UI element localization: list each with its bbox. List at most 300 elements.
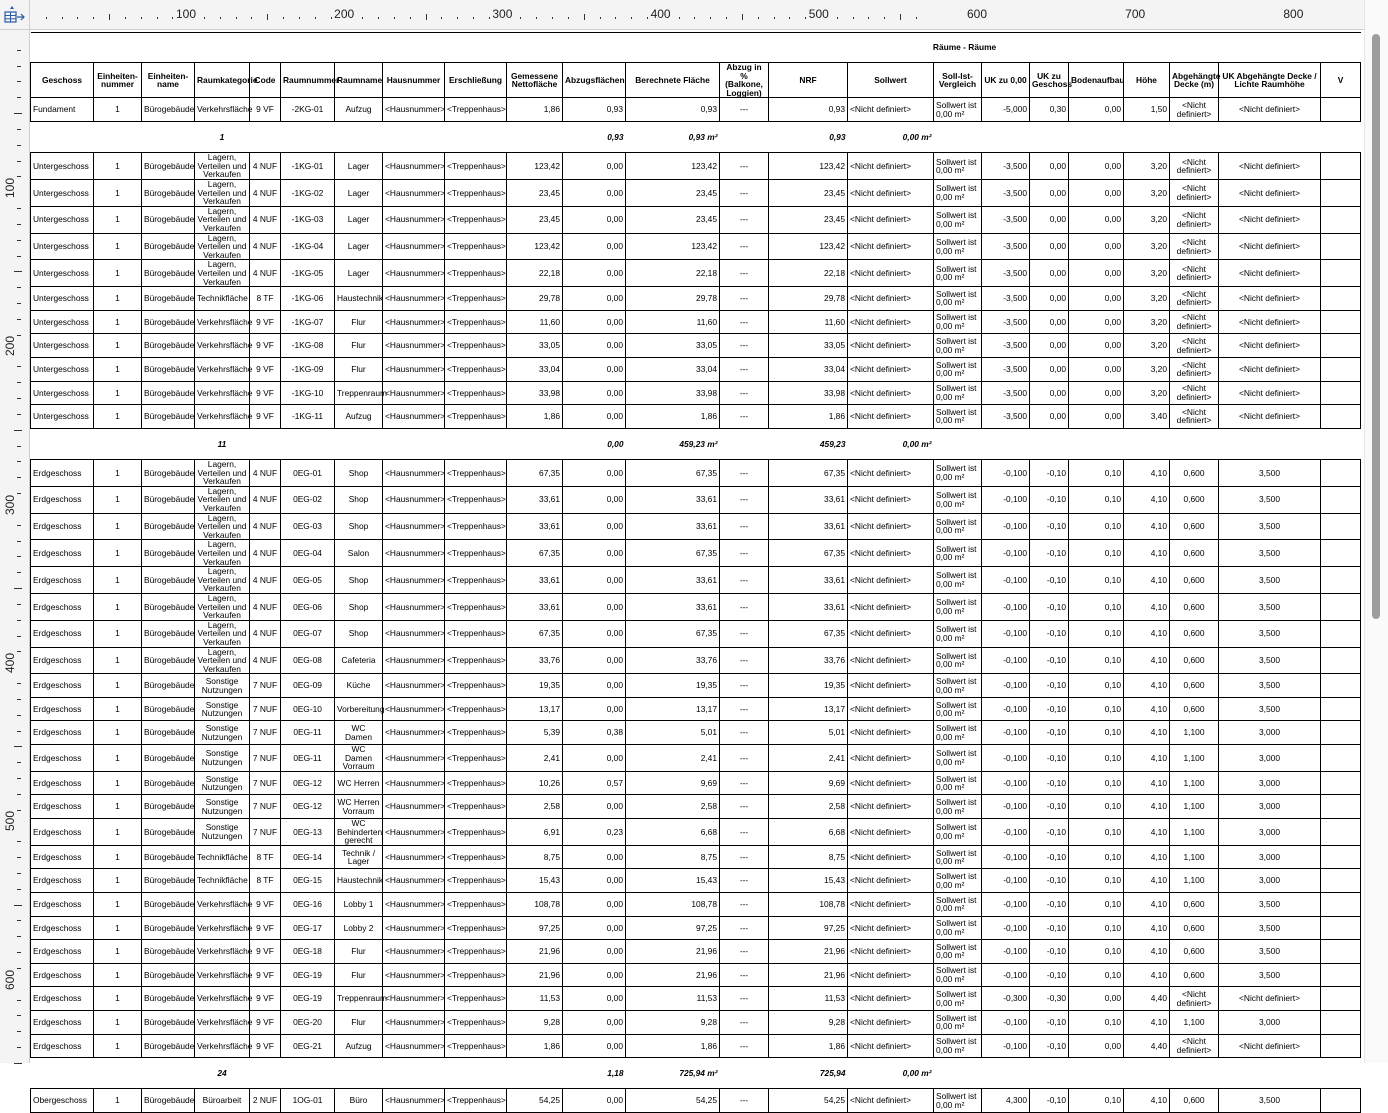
table-cell[interactable]: Untergeschoss [31,260,94,287]
table-cell[interactable]: Erdgeschoss [31,845,94,869]
table-cell[interactable]: Erdgeschoss [31,620,94,647]
table-row[interactable] [31,460,1361,487]
table-cell[interactable]: 10,26 [507,771,563,795]
table-cell[interactable] [1321,1010,1361,1034]
table-cell[interactable]: 0,00 [1030,310,1069,334]
table-cell[interactable]: Sollwert ist 0,00 m² [934,647,982,674]
table-cell[interactable]: <Hausnummer> [383,697,445,721]
table-cell[interactable]: 67,35 [769,620,848,647]
table-cell[interactable]: Erdgeschoss [31,745,94,772]
table-cell[interactable]: <Treppenhaus> [445,334,507,358]
table-cell[interactable]: Sollwert ist 0,00 m² [934,893,982,917]
table-cell[interactable]: <Treppenhaus> [445,893,507,917]
table-cell[interactable]: 7 NUF [250,674,281,698]
table-cell[interactable]: 0,10 [1069,1010,1124,1034]
table-cell[interactable]: 0,00 [563,233,626,260]
table-cell[interactable]: 4,10 [1124,745,1170,772]
table-cell[interactable]: Sollwert ist 0,00 m² [934,310,982,334]
table-cell[interactable]: 4,10 [1124,540,1170,567]
table-cell[interactable]: Erdgeschoss [31,593,94,620]
table-cell[interactable]: 0,00 [1069,357,1124,381]
table-cell[interactable]: 8 TF [250,845,281,869]
table-cell[interactable]: --- [720,893,769,917]
table-cell[interactable]: Bürogebäude [142,206,195,233]
table-cell[interactable]: <Hausnummer> [383,206,445,233]
table-row[interactable] [31,940,1361,964]
table-cell[interactable]: <Treppenhaus> [445,381,507,405]
table-cell[interactable]: 21,96 [769,940,848,964]
table-cell[interactable]: Sollwert ist 0,00 m² [934,180,982,207]
table-cell[interactable]: 1 [94,567,142,594]
table-cell[interactable]: <Hausnummer> [383,745,445,772]
table-cell[interactable]: 22,18 [769,260,848,287]
table-cell[interactable]: <Nicht definiert> [848,260,934,287]
table-cell[interactable]: 1 [94,180,142,207]
table-cell[interactable]: <Nicht definiert> [848,357,934,381]
table-cell[interactable]: 0,600 [1170,697,1219,721]
table-cell[interactable]: --- [720,845,769,869]
table-cell[interactable]: 0,00 [563,460,626,487]
table-cell[interactable]: <Nicht definiert> [848,697,934,721]
table-cell[interactable]: 1,86 [507,98,563,122]
table-row[interactable] [31,233,1361,260]
table-row[interactable] [31,593,1361,620]
table-cell[interactable]: 0,600 [1170,620,1219,647]
table-cell[interactable]: 0,10 [1069,460,1124,487]
table-cell[interactable]: 1,100 [1170,795,1219,819]
table-cell[interactable]: <Treppenhaus> [445,460,507,487]
table-cell[interactable]: 23,45 [769,180,848,207]
table-cell[interactable]: Sollwert ist 0,00 m² [934,486,982,513]
table-cell[interactable]: 0,00 [1030,180,1069,207]
table-cell[interactable]: -0,10 [1030,869,1069,893]
table-cell[interactable]: -3,500 [982,260,1030,287]
table-cell[interactable]: <Hausnummer> [383,1089,445,1113]
table-cell[interactable]: 1 [94,845,142,869]
table-row[interactable] [31,869,1361,893]
table-cell[interactable]: 4,10 [1124,795,1170,819]
table-cell[interactable]: <Hausnummer> [383,987,445,1011]
table-cell[interactable]: 1 [94,460,142,487]
table-cell[interactable]: 7 NUF [250,697,281,721]
table-cell[interactable]: <Treppenhaus> [445,620,507,647]
table-cell[interactable]: -0,100 [982,620,1030,647]
table-cell[interactable]: 4,10 [1124,845,1170,869]
table-cell[interactable]: 23,45 [507,180,563,207]
table-cell[interactable]: Erdgeschoss [31,721,94,745]
table-cell[interactable]: 0,600 [1170,460,1219,487]
table-cell[interactable]: <Nicht definiert> [1170,1034,1219,1058]
table-cell[interactable]: 1 [94,381,142,405]
table-cell[interactable]: <Nicht definiert> [1170,405,1219,429]
table-cell[interactable]: 1 [94,647,142,674]
table-cell[interactable]: 0EG-11 [281,721,335,745]
table-cell[interactable]: <Nicht definiert> [848,1034,934,1058]
table-cell[interactable]: --- [720,987,769,1011]
table-cell[interactable]: Verkehrsfläche [195,357,250,381]
table-cell[interactable]: <Treppenhaus> [445,287,507,311]
table-cell[interactable]: <Hausnummer> [383,593,445,620]
table-cell[interactable]: <Nicht definiert> [848,513,934,540]
table-cell[interactable]: -3,500 [982,381,1030,405]
table-cell[interactable]: <Hausnummer> [383,357,445,381]
table-cell[interactable]: 4,10 [1124,460,1170,487]
table-cell[interactable]: Sollwert ist 0,00 m² [934,206,982,233]
table-cell[interactable]: 67,35 [626,620,720,647]
table-row[interactable] [31,1010,1361,1034]
table-cell[interactable]: 1 [94,697,142,721]
table-cell[interactable]: 0,10 [1069,567,1124,594]
table-cell[interactable]: 2,58 [769,795,848,819]
table-cell[interactable]: --- [720,460,769,487]
table-cell[interactable] [1321,697,1361,721]
column-header[interactable]: Bodenaufbau [1069,63,1124,98]
table-cell[interactable]: <Treppenhaus> [445,405,507,429]
table-cell[interactable]: Sollwert ist 0,00 m² [934,460,982,487]
table-cell[interactable]: 0,00 [563,745,626,772]
table-cell[interactable]: 1 [94,916,142,940]
table-cell[interactable]: 7 NUF [250,745,281,772]
table-row[interactable] [31,357,1361,381]
table-cell[interactable]: <Treppenhaus> [445,567,507,594]
table-cell[interactable]: --- [720,1034,769,1058]
table-cell[interactable]: Bürogebäude [142,460,195,487]
table-cell[interactable]: 4 NUF [250,567,281,594]
table-cell[interactable]: 0,93 [626,98,720,122]
table-cell[interactable]: 0EG-13 [281,819,335,846]
table-cell[interactable]: 0,00 [1030,260,1069,287]
table-cell[interactable]: 0,10 [1069,513,1124,540]
table-cell[interactable]: 4,10 [1124,1010,1170,1034]
table-cell[interactable]: 33,61 [626,593,720,620]
table-cell[interactable]: -0,10 [1030,513,1069,540]
table-cell[interactable]: 4,10 [1124,647,1170,674]
table-cell[interactable]: Bürogebäude [142,674,195,698]
table-cell[interactable]: <Nicht definiert> [1170,153,1219,180]
table-cell[interactable]: 8,75 [769,845,848,869]
table-cell[interactable]: Erdgeschoss [31,647,94,674]
table-cell[interactable]: Sollwert ist 0,00 m² [934,1089,982,1113]
table-cell[interactable]: <Hausnummer> [383,869,445,893]
table-cell[interactable]: Verkehrsfläche [195,310,250,334]
table-cell[interactable]: <Nicht definiert> [1219,287,1321,311]
table-cell[interactable]: 0,600 [1170,963,1219,987]
table-cell[interactable]: Erdgeschoss [31,963,94,987]
table-cell[interactable]: 9 VF [250,405,281,429]
table-row[interactable] [31,567,1361,594]
table-cell[interactable]: -1KG-02 [281,180,335,207]
column-header[interactable]: Geschoss [31,63,94,98]
table-row[interactable] [31,795,1361,819]
table-cell[interactable]: -0,10 [1030,540,1069,567]
table-cell[interactable]: Untergeschoss [31,310,94,334]
table-cell[interactable]: Verkehrsfläche [195,940,250,964]
table-cell[interactable]: Erdgeschoss [31,460,94,487]
table-cell[interactable]: -0,100 [982,567,1030,594]
table-cell[interactable]: 9 VF [250,1034,281,1058]
table-cell[interactable]: 0,00 [563,869,626,893]
table-cell[interactable]: --- [720,513,769,540]
table-cell[interactable]: 1,100 [1170,869,1219,893]
table-row[interactable] [31,893,1361,917]
table-cell[interactable]: <Nicht definiert> [848,1010,934,1034]
table-cell[interactable]: --- [720,357,769,381]
table-cell[interactable]: <Nicht definiert> [1170,381,1219,405]
table-cell[interactable]: Erdgeschoss [31,987,94,1011]
table-cell[interactable] [1321,567,1361,594]
table-cell[interactable]: 0,00 [1069,381,1124,405]
table-cell[interactable]: -0,100 [982,916,1030,940]
table-cell[interactable]: 0,00 [563,845,626,869]
table-cell[interactable]: Erdgeschoss [31,674,94,698]
table-cell[interactable]: 0,23 [563,819,626,846]
table-cell[interactable]: 0,10 [1069,963,1124,987]
table-cell[interactable]: Sollwert ist 0,00 m² [934,771,982,795]
table-cell[interactable]: Bürogebäude [142,893,195,917]
table-cell[interactable]: 4,10 [1124,940,1170,964]
table-cell[interactable]: -0,10 [1030,771,1069,795]
table-cell[interactable]: --- [720,486,769,513]
table-cell[interactable]: Shop [335,513,383,540]
table-cell[interactable]: -3,500 [982,334,1030,358]
table-cell[interactable]: 33,76 [507,647,563,674]
table-row[interactable] [31,513,1361,540]
column-header[interactable]: Raumname [335,63,383,98]
table-cell[interactable] [1321,940,1361,964]
table-cell[interactable]: Sollwert ist 0,00 m² [934,381,982,405]
table-cell[interactable]: 54,25 [507,1089,563,1113]
table-cell[interactable]: 0,00 [1030,334,1069,358]
table-cell[interactable]: 3,500 [1219,893,1321,917]
table-cell[interactable]: <Nicht definiert> [1170,206,1219,233]
table-cell[interactable]: Sollwert ist 0,00 m² [934,513,982,540]
table-row[interactable] [31,334,1361,358]
table-cell[interactable]: 3,500 [1219,620,1321,647]
table-cell[interactable]: 9 VF [250,916,281,940]
table-cell[interactable]: 1 [94,745,142,772]
table-cell[interactable]: Bürogebäude [142,647,195,674]
table-cell[interactable]: 0,00 [563,334,626,358]
table-cell[interactable]: 0,600 [1170,647,1219,674]
table-cell[interactable]: Technikfläche [195,845,250,869]
table-cell[interactable]: <Treppenhaus> [445,1034,507,1058]
table-cell[interactable]: <Nicht definiert> [848,310,934,334]
table-cell[interactable]: 11,60 [626,310,720,334]
table-cell[interactable]: Bürogebäude [142,697,195,721]
table-cell[interactable]: 0,00 [563,206,626,233]
table-cell[interactable] [1321,153,1361,180]
table-cell[interactable]: Sollwert ist 0,00 m² [934,697,982,721]
table-cell[interactable]: -0,100 [982,745,1030,772]
table-cell[interactable]: 13,17 [626,697,720,721]
table-cell[interactable]: <Nicht definiert> [1170,310,1219,334]
table-cell[interactable]: 4 NUF [250,647,281,674]
table-cell[interactable] [1321,206,1361,233]
table-cell[interactable]: Küche [335,674,383,698]
table-cell[interactable]: 3,20 [1124,357,1170,381]
table-cell[interactable]: Lager [335,206,383,233]
table-cell[interactable]: Untergeschoss [31,357,94,381]
table-cell[interactable]: <Hausnummer> [383,460,445,487]
table-cell[interactable]: -3,500 [982,180,1030,207]
table-cell[interactable]: -0,100 [982,819,1030,846]
table-cell[interactable]: Flur [335,357,383,381]
table-cell[interactable]: <Treppenhaus> [445,697,507,721]
table-cell[interactable]: <Hausnummer> [383,674,445,698]
table-cell[interactable]: 0,00 [1069,260,1124,287]
table-cell[interactable]: 1 [94,674,142,698]
table-cell[interactable]: Bürogebäude [142,233,195,260]
table-cell[interactable]: Untergeschoss [31,287,94,311]
table-cell[interactable]: Lobby 2 [335,916,383,940]
table-cell[interactable]: 21,96 [507,963,563,987]
table-cell[interactable]: 4,10 [1124,674,1170,698]
table-cell[interactable]: --- [720,334,769,358]
table-cell[interactable]: --- [720,745,769,772]
table-cell[interactable]: 1,86 [626,405,720,429]
table-cell[interactable]: 1 [94,893,142,917]
table-cell[interactable]: 4,40 [1124,1034,1170,1058]
table-cell[interactable]: 0EG-15 [281,869,335,893]
table-cell[interactable]: <Nicht definiert> [848,334,934,358]
table-cell[interactable]: 1 [94,987,142,1011]
table-cell[interactable]: Lagern, Verteilen und Verkaufen [195,153,250,180]
table-cell[interactable]: <Nicht definiert> [848,540,934,567]
table-cell[interactable]: Bürogebäude [142,381,195,405]
table-cell[interactable]: 0,00 [563,593,626,620]
table-cell[interactable] [1321,893,1361,917]
table-cell[interactable]: 0,00 [563,540,626,567]
table-cell[interactable]: 0,10 [1069,674,1124,698]
table-cell[interactable]: Sollwert ist 0,00 m² [934,593,982,620]
table-cell[interactable]: Sollwert ist 0,00 m² [934,287,982,311]
table-cell[interactable]: 0,57 [563,771,626,795]
table-cell[interactable]: 0EG-09 [281,674,335,698]
table-cell[interactable]: Verkehrsfläche [195,334,250,358]
table-cell[interactable]: 0,10 [1069,893,1124,917]
table-cell[interactable]: <Nicht definiert> [1170,287,1219,311]
table-cell[interactable]: Bürogebäude [142,567,195,594]
table-cell[interactable]: Bürogebäude [142,405,195,429]
table-cell[interactable]: 0,00 [1030,405,1069,429]
table-cell[interactable]: Erdgeschoss [31,795,94,819]
table-cell[interactable]: 8 TF [250,287,281,311]
table-cell[interactable]: -0,10 [1030,567,1069,594]
table-cell[interactable]: Cafeteria [335,647,383,674]
table-cell[interactable]: Erdgeschoss [31,567,94,594]
table-cell[interactable] [1321,819,1361,846]
table-cell[interactable]: 33,05 [769,334,848,358]
table-cell[interactable]: 0EG-04 [281,540,335,567]
table-cell[interactable]: Sollwert ist 0,00 m² [934,540,982,567]
table-cell[interactable]: --- [720,540,769,567]
table-cell[interactable]: 0,600 [1170,593,1219,620]
table-cell[interactable]: <Treppenhaus> [445,1010,507,1034]
table-cell[interactable]: 33,05 [507,334,563,358]
table-cell[interactable]: <Hausnummer> [383,647,445,674]
table-cell[interactable]: 4,10 [1124,567,1170,594]
table-cell[interactable]: Bürogebäude [142,486,195,513]
table-cell[interactable]: Erdgeschoss [31,1010,94,1034]
table-cell[interactable]: WC Behinderten gerecht [335,819,383,846]
table-cell[interactable]: <Nicht definiert> [848,460,934,487]
table-cell[interactable]: 4 NUF [250,260,281,287]
table-cell[interactable]: -1KG-03 [281,206,335,233]
table-cell[interactable]: 1 [94,405,142,429]
table-cell[interactable]: Verkehrsfläche [195,381,250,405]
table-cell[interactable] [1321,916,1361,940]
table-cell[interactable]: 3,500 [1219,647,1321,674]
table-cell[interactable]: 0,10 [1069,771,1124,795]
table-cell[interactable]: --- [720,697,769,721]
table-cell[interactable]: <Nicht definiert> [1219,206,1321,233]
table-cell[interactable]: 1,86 [507,1034,563,1058]
table-cell[interactable]: Verkehrsfläche [195,1034,250,1058]
table-cell[interactable]: 0,30 [1030,98,1069,122]
column-header[interactable]: Erschließung [445,63,507,98]
table-cell[interactable]: -1KG-11 [281,405,335,429]
table-cell[interactable]: 7 NUF [250,795,281,819]
table-cell[interactable] [1321,647,1361,674]
table-cell[interactable]: 1,100 [1170,819,1219,846]
table-cell[interactable]: 3,000 [1219,721,1321,745]
table-cell[interactable]: -1KG-09 [281,357,335,381]
table-cell[interactable]: 4,10 [1124,513,1170,540]
table-cell[interactable]: 0,00 [563,357,626,381]
table-cell[interactable] [1321,540,1361,567]
table-cell[interactable]: -0,100 [982,771,1030,795]
table-cell[interactable]: 33,04 [626,357,720,381]
table-cell[interactable]: -0,100 [982,513,1030,540]
table-cell[interactable]: Untergeschoss [31,405,94,429]
table-cell[interactable]: WC Herren Vorraum [335,795,383,819]
table-cell[interactable]: 1 [94,771,142,795]
table-cell[interactable]: 0,10 [1069,869,1124,893]
table-cell[interactable]: <Nicht definiert> [1170,180,1219,207]
table-cell[interactable]: 22,18 [507,260,563,287]
table-cell[interactable]: 0,00 [563,697,626,721]
table-cell[interactable]: 0,00 [563,153,626,180]
table-cell[interactable]: 4 NUF [250,153,281,180]
table-cell[interactable]: 0,10 [1069,845,1124,869]
table-cell[interactable]: 1 [94,98,142,122]
table-cell[interactable]: 0,10 [1069,795,1124,819]
table-cell[interactable]: -0,10 [1030,940,1069,964]
table-cell[interactable]: 0,00 [1030,287,1069,311]
table-cell[interactable]: --- [720,940,769,964]
table-cell[interactable]: 3,000 [1219,771,1321,795]
table-cell[interactable]: 33,61 [507,567,563,594]
table-cell[interactable]: Bürogebäude [142,771,195,795]
table-cell[interactable]: -0,10 [1030,593,1069,620]
table-cell[interactable]: Bürogebäude [142,1034,195,1058]
table-cell[interactable]: Bürogebäude [142,98,195,122]
table-cell[interactable]: <Nicht definiert> [848,486,934,513]
column-header[interactable]: Sollwert [848,63,934,98]
table-cell[interactable]: --- [720,916,769,940]
table-cell[interactable]: <Treppenhaus> [445,819,507,846]
table-cell[interactable]: 0,00 [563,180,626,207]
table-cell[interactable]: <Nicht definiert> [848,567,934,594]
table-cell[interactable]: 0,00 [563,381,626,405]
table-cell[interactable]: 11,53 [626,987,720,1011]
table-cell[interactable]: -3,500 [982,357,1030,381]
table-cell[interactable]: 0EG-20 [281,1010,335,1034]
table-cell[interactable]: <Nicht definiert> [848,405,934,429]
table-cell[interactable]: Untergeschoss [31,381,94,405]
column-header[interactable]: Raumnummer [281,63,335,98]
table-cell[interactable] [1321,486,1361,513]
